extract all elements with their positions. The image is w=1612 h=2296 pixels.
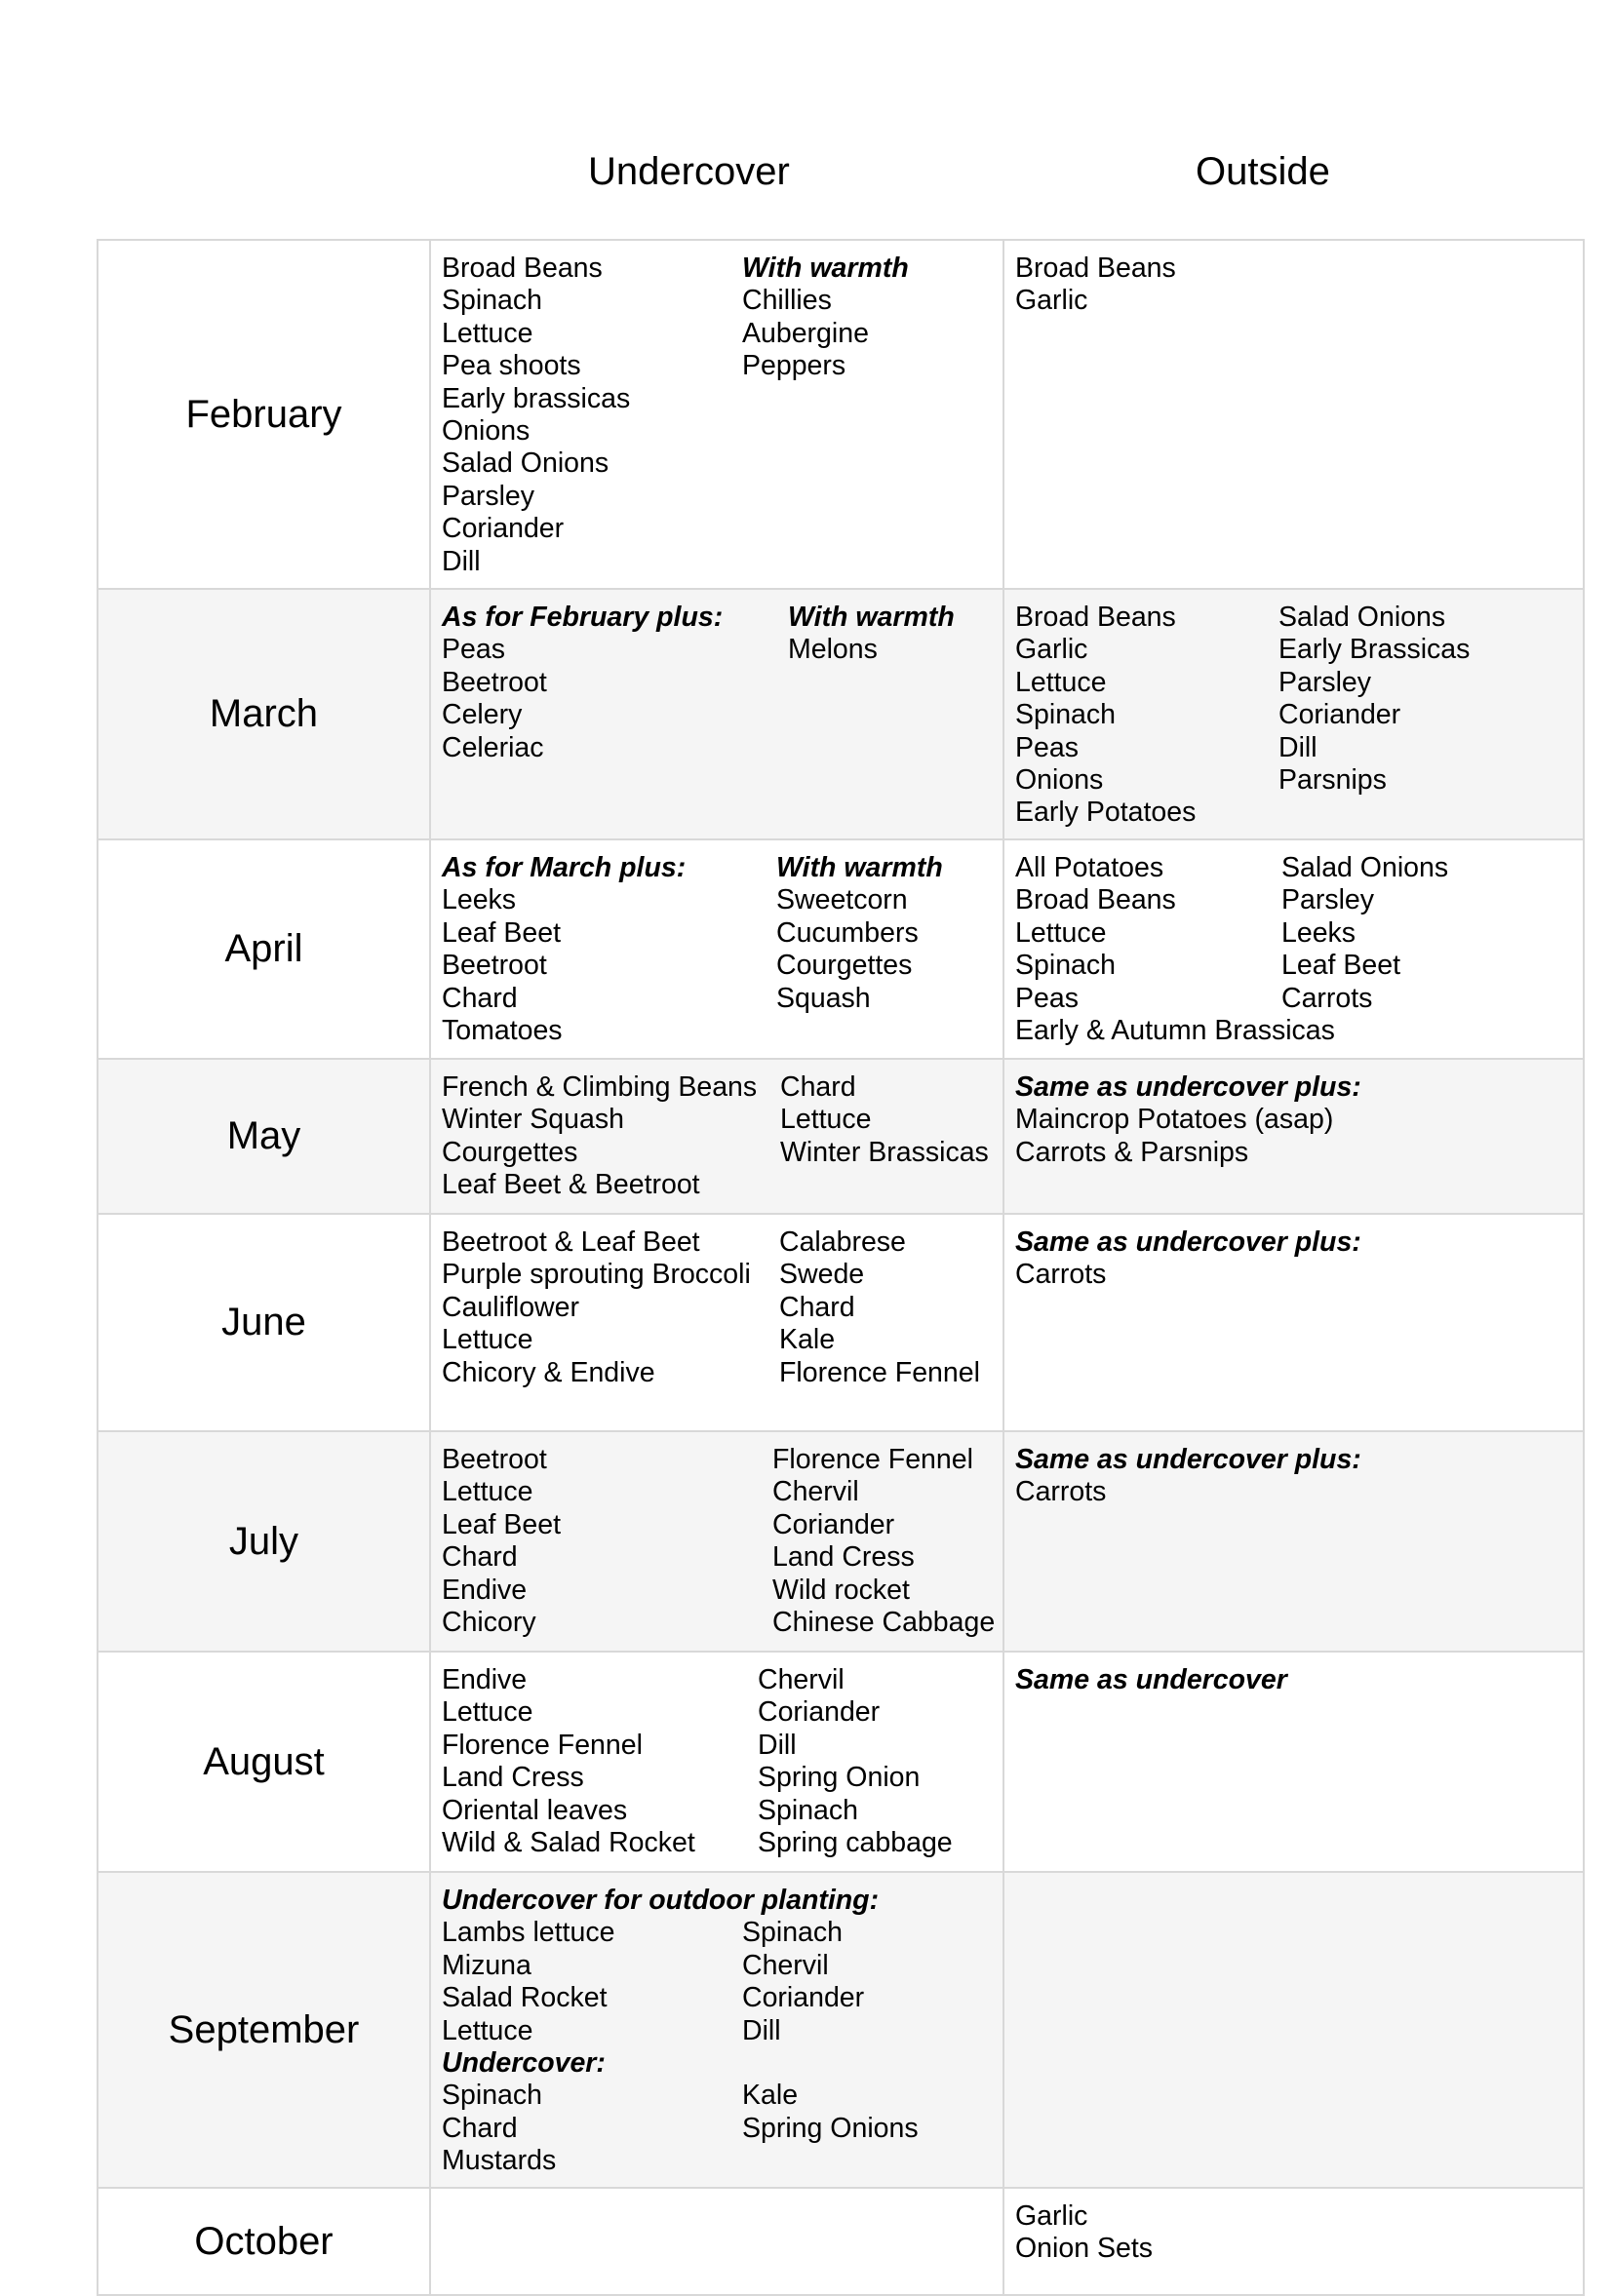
crop-item: Florence Fennel xyxy=(779,1356,980,1388)
crop-item: Cucumbers xyxy=(776,916,919,949)
crop-item: Leaf Beet xyxy=(442,1508,562,1540)
undercover-cell xyxy=(430,1431,1003,1652)
undercover-column-main xyxy=(442,1071,780,1202)
undercover-columns xyxy=(442,1917,1003,2047)
crop-item: Onion Sets xyxy=(1015,2233,1153,2265)
crop-item: Florence Fennel xyxy=(442,1729,643,1761)
month-label: February xyxy=(98,240,430,589)
undercover-columns xyxy=(442,1071,1003,1202)
crop-item: Broad Beans xyxy=(1015,884,1176,916)
outside-column-main xyxy=(1015,1259,1106,1291)
crop-item: Chard xyxy=(779,1291,855,1323)
crop-item: Onions xyxy=(1015,763,1104,796)
crop-item: Parsley xyxy=(1281,884,1375,916)
month-label: September xyxy=(98,1872,430,2188)
undercover-list xyxy=(431,840,1003,1047)
crop-item: Lettuce xyxy=(442,2014,533,2046)
undercover-column-second xyxy=(780,1071,989,1202)
outside-column-second xyxy=(1281,852,1448,1047)
crop-item: Broad Beans xyxy=(442,253,603,284)
crop-item: Spinach xyxy=(1015,699,1116,731)
crop-item: Carrots xyxy=(1281,982,1373,1014)
outside-list xyxy=(1004,840,1583,1047)
crop-item: Dill xyxy=(1278,731,1317,763)
crop-item: Leaf Beet & Beetroot xyxy=(442,1169,700,1201)
outside-cell xyxy=(1003,1214,1584,1431)
undercover-column-second xyxy=(742,253,909,578)
outside-columns xyxy=(1015,2200,1583,2266)
undercover-column-main xyxy=(442,1226,779,1389)
crop-item: Spinach xyxy=(442,2080,542,2112)
crop-item: Mizuna xyxy=(442,1949,531,1981)
crop-item: Carrots & Parsnips xyxy=(1015,1136,1249,1168)
crop-item: Celery xyxy=(442,699,523,731)
crop-item: Parsley xyxy=(442,480,535,512)
undercover-column-second xyxy=(742,1917,864,2047)
crop-item: Kale xyxy=(779,1324,836,1356)
crop-item: Leeks xyxy=(442,884,517,916)
undercover-list xyxy=(431,1215,1003,1389)
outside-columns xyxy=(1015,852,1583,1047)
undercover-list xyxy=(431,1432,1003,1639)
crop-item: Spring cabbage xyxy=(758,1826,953,1858)
crop-item: Lambs lettuce xyxy=(442,1917,615,1949)
crop-item: Salad Onions xyxy=(442,448,609,480)
undercover-columns xyxy=(442,2080,1003,2177)
crop-item: Coriander xyxy=(772,1508,895,1540)
crop-item: Lettuce xyxy=(1015,666,1107,698)
crop-item: Spinach xyxy=(1015,950,1116,982)
undercover-columns xyxy=(442,1226,1003,1389)
crop-item: Parsley xyxy=(1278,666,1372,698)
undercover-list xyxy=(431,2189,1003,2200)
crop-item: Purple sprouting Broccoli xyxy=(442,1259,751,1291)
section-heading: Same as undercover xyxy=(1015,1664,1287,1695)
crop-item: French & Climbing Beans xyxy=(442,1071,758,1103)
sowing-calendar-table xyxy=(97,239,1585,2296)
crop-item: Garlic xyxy=(1015,285,1088,317)
crop-item: Endive xyxy=(442,1664,528,1695)
outside-column-main xyxy=(1015,602,1278,830)
crop-item: Maincrop Potatoes (asap) xyxy=(1015,1104,1334,1136)
crop-item: Land Cress xyxy=(772,1541,915,1574)
crop-item: Spring Onion xyxy=(758,1762,921,1794)
section-heading: With warmth xyxy=(788,602,955,633)
undercover-column-second xyxy=(772,1444,995,1639)
crop-item: Salad Onions xyxy=(1281,852,1449,883)
undercover-column-main xyxy=(442,1444,772,1639)
crop-item: Pea shoots xyxy=(442,350,581,382)
undercover-columns xyxy=(442,1444,1003,1639)
undercover-column-second xyxy=(788,602,955,764)
crop-item: Garlic xyxy=(1015,634,1088,666)
crop-item: Land Cress xyxy=(442,1762,584,1794)
crop-item: Oriental leaves xyxy=(442,1794,628,1826)
undercover-column-second xyxy=(776,852,943,1047)
undercover-column-main xyxy=(442,1917,742,2047)
crop-item: Lettuce xyxy=(442,1476,533,1508)
crop-item: Lettuce xyxy=(442,1696,533,1729)
month-row xyxy=(98,1431,1584,1652)
crop-item: Peppers xyxy=(742,350,846,382)
outside-list xyxy=(1004,2189,1583,2266)
crop-item: Florence Fennel xyxy=(772,1444,973,1475)
crop-item: Early Brassicas xyxy=(1278,634,1471,666)
crop-item: Cauliflower xyxy=(442,1291,579,1323)
undercover-columns xyxy=(442,253,1003,578)
crop-item: Chervil xyxy=(758,1664,845,1695)
crop-item: Wild & Salad Rocket xyxy=(442,1826,695,1858)
crop-item: Coriander xyxy=(758,1696,881,1729)
crop-item: Chicory & Endive xyxy=(442,1356,655,1388)
month-label: July xyxy=(98,1431,430,1652)
crop-item: Carrots xyxy=(1015,1476,1107,1508)
month-label: March xyxy=(98,589,430,839)
undercover-cell xyxy=(430,589,1003,839)
undercover-column-second xyxy=(779,1226,980,1389)
crop-item: Leaf Beet xyxy=(1281,950,1401,982)
crop-item: Chard xyxy=(442,982,518,1014)
crop-item: Chillies xyxy=(742,285,832,317)
undercover-column-header: Undercover xyxy=(588,150,790,193)
undercover-columns xyxy=(442,852,1003,1047)
undercover-list xyxy=(431,590,1003,764)
outside-columns xyxy=(1015,1476,1583,1508)
outside-list xyxy=(1004,1873,1583,1885)
crop-item: Coriander xyxy=(1278,699,1401,731)
month-label: May xyxy=(98,1059,430,1214)
crop-item: Leeks xyxy=(1281,916,1356,949)
crop-item: Kale xyxy=(742,2080,799,2112)
crop-item: Squash xyxy=(776,982,871,1014)
month-label: October xyxy=(98,2188,430,2295)
outside-column-main xyxy=(1015,1104,1333,1169)
crop-item: Spinach xyxy=(442,285,542,317)
crop-item: Peas xyxy=(442,634,505,666)
outside-column-second xyxy=(1278,602,1470,830)
month-row xyxy=(98,839,1584,1059)
undercover-cell xyxy=(430,240,1003,589)
crop-item: Chervil xyxy=(772,1476,859,1508)
crop-item: Beetroot xyxy=(442,950,547,982)
undercover-column-second xyxy=(758,1664,953,1859)
crop-item: Lettuce xyxy=(442,1324,533,1356)
undercover-column-main xyxy=(442,852,776,1047)
crop-item: Beetroot xyxy=(442,666,547,698)
crop-item: Winter Squash xyxy=(442,1104,624,1136)
month-row xyxy=(98,240,1584,589)
crop-item: Chard xyxy=(442,1541,518,1574)
outside-cell xyxy=(1003,839,1584,1059)
crop-item: Peas xyxy=(1015,731,1079,763)
crop-item: Beetroot xyxy=(442,1444,547,1475)
outside-columns xyxy=(1015,602,1583,830)
crop-item: Calabrese xyxy=(779,1226,906,1258)
crop-item: Chard xyxy=(780,1071,856,1103)
crop-item: Winter Brassicas xyxy=(780,1136,989,1168)
crop-item: Salad Rocket xyxy=(442,1982,608,2014)
crop-item: Chervil xyxy=(742,1949,829,1981)
undercover-column-main xyxy=(442,1664,758,1859)
crop-item: Mustards xyxy=(442,2145,557,2177)
outside-list xyxy=(1004,241,1583,318)
crop-item: Carrots xyxy=(1015,1259,1107,1291)
crop-item: Endive xyxy=(442,1574,528,1606)
undercover-columns xyxy=(442,1664,1003,1859)
crop-item: Tomatoes xyxy=(442,1014,563,1046)
crop-item: Spinach xyxy=(758,1794,858,1826)
undercover-list xyxy=(431,241,1003,578)
outside-list xyxy=(1004,590,1583,830)
undercover-cell xyxy=(430,1059,1003,1214)
outside-cell xyxy=(1003,1872,1584,2188)
crop-item: Peas xyxy=(1015,982,1079,1014)
month-row xyxy=(98,1059,1584,1214)
section-heading: Undercover: xyxy=(442,2046,606,2079)
crop-item: Sweetcorn xyxy=(776,884,908,916)
crop-item: Coriander xyxy=(442,513,565,545)
outside-column-header: Outside xyxy=(1196,150,1330,193)
undercover-column-second xyxy=(742,2080,919,2177)
month-row xyxy=(98,1872,1584,2188)
month-row xyxy=(98,589,1584,839)
crop-item: Lettuce xyxy=(780,1104,872,1136)
crop-item: Melons xyxy=(788,634,878,666)
crop-item: Dill xyxy=(442,545,481,577)
month-row xyxy=(98,1652,1584,1872)
crop-item: Celeriac xyxy=(442,731,544,763)
crop-item: Lettuce xyxy=(1015,916,1107,949)
crop-item: Lettuce xyxy=(442,317,533,349)
outside-column-main xyxy=(1015,1476,1106,1508)
crop-item: Chicory xyxy=(442,1606,536,1638)
section-heading: With warmth xyxy=(742,253,909,284)
crop-item: Chard xyxy=(442,2112,518,2144)
outside-cell xyxy=(1003,589,1584,839)
crop-item: Parsnips xyxy=(1278,763,1387,796)
outside-cell xyxy=(1003,240,1584,589)
section-heading: As for February plus: xyxy=(442,602,724,633)
outside-cell xyxy=(1003,1059,1584,1214)
outside-cell xyxy=(1003,1652,1584,1872)
crop-item: Courgettes xyxy=(442,1136,578,1168)
section-heading: Undercover for outdoor planting: xyxy=(442,1885,880,1916)
undercover-column-main xyxy=(442,253,742,578)
section-heading: As for March plus: xyxy=(442,852,687,883)
section-heading: With warmth xyxy=(776,852,943,883)
month-row xyxy=(98,1214,1584,1431)
undercover-cell xyxy=(430,1652,1003,1872)
outside-list xyxy=(1004,1215,1583,1292)
outside-columns xyxy=(1015,253,1583,318)
section-heading: Same as undercover plus: xyxy=(1015,1444,1361,1475)
crop-item: Wild rocket xyxy=(772,1574,910,1606)
outside-cell xyxy=(1003,1431,1584,1652)
crop-item: Coriander xyxy=(742,1982,865,2014)
undercover-list xyxy=(431,1873,1003,2178)
crop-item: Early & Autumn Brassicas xyxy=(1015,1014,1335,1046)
crop-item: Salad Onions xyxy=(1278,602,1446,633)
section-heading: Same as undercover plus: xyxy=(1015,1071,1361,1103)
crop-item: Spinach xyxy=(742,1917,843,1949)
outside-column-main xyxy=(1015,2200,1153,2266)
outside-list xyxy=(1004,1432,1583,1509)
outside-columns xyxy=(1015,1259,1583,1291)
undercover-column-main xyxy=(442,2080,742,2177)
crop-item: Dill xyxy=(758,1729,797,1761)
crop-item: All Potatoes xyxy=(1015,852,1164,883)
crop-item: Swede xyxy=(779,1259,865,1291)
month-label: August xyxy=(98,1652,430,1872)
month-label: April xyxy=(98,839,430,1059)
crop-item: Aubergine xyxy=(742,317,869,349)
crop-item: Onions xyxy=(442,414,531,447)
outside-list xyxy=(1004,1653,1583,1696)
undercover-cell xyxy=(430,1872,1003,2188)
outside-column-main xyxy=(1015,253,1176,318)
crop-item: Early Potatoes xyxy=(1015,797,1197,829)
crop-item: Early brassicas xyxy=(442,382,631,414)
crop-item: Leaf Beet xyxy=(442,916,562,949)
undercover-cell xyxy=(430,839,1003,1059)
crop-item: Dill xyxy=(742,2014,781,2046)
month-label: June xyxy=(98,1214,430,1431)
crop-item: Broad Beans xyxy=(1015,602,1176,633)
undercover-list xyxy=(431,1653,1003,1859)
crop-item: Broad Beans xyxy=(1015,253,1176,284)
undercover-column-main xyxy=(442,602,788,764)
crop-item: Courgettes xyxy=(776,950,913,982)
crop-item: Spring Onions xyxy=(742,2112,919,2144)
outside-list xyxy=(1004,1060,1583,1169)
undercover-columns xyxy=(442,602,1003,764)
crop-item: Beetroot & Leaf Beet xyxy=(442,1226,700,1258)
outside-columns xyxy=(1015,1104,1583,1169)
crop-item: Chinese Cabbage xyxy=(772,1606,996,1638)
section-heading: Same as undercover plus: xyxy=(1015,1226,1361,1258)
undercover-list xyxy=(431,1060,1003,1202)
crop-item: Garlic xyxy=(1015,2200,1088,2232)
undercover-cell xyxy=(430,1214,1003,1431)
